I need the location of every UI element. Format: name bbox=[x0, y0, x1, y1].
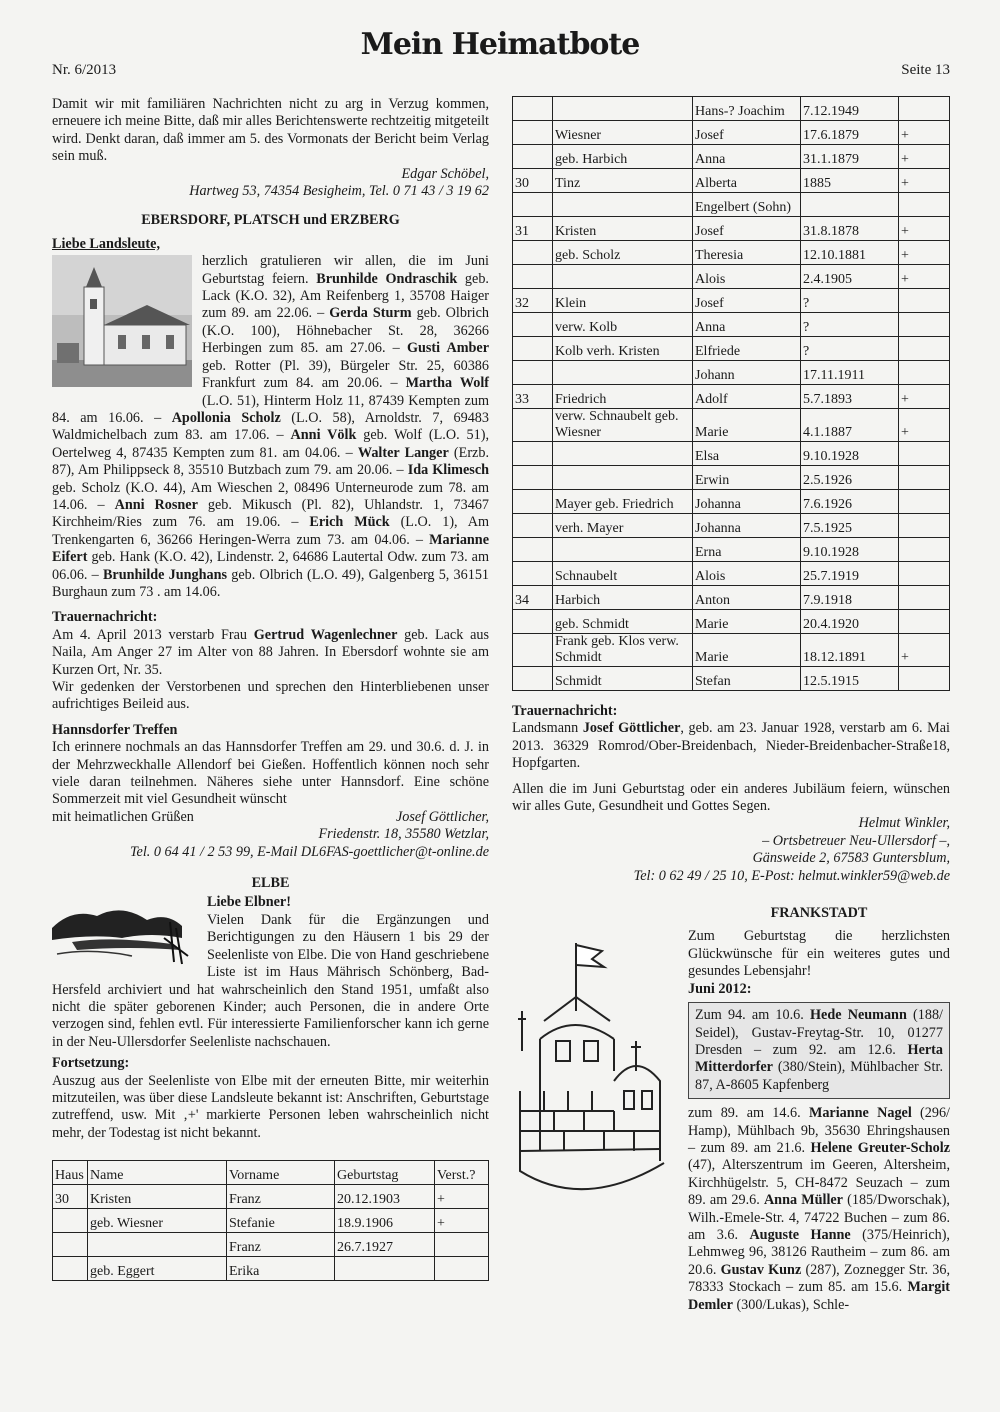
person-name: Gusti Amber bbox=[406, 340, 489, 357]
table-cell: + bbox=[899, 385, 950, 409]
table-row bbox=[513, 361, 950, 385]
table-cell: Josef bbox=[693, 289, 801, 313]
table-cell: 18.9.1906 bbox=[335, 1209, 435, 1233]
table-cell bbox=[899, 361, 950, 385]
table-cell: verw. Kolb bbox=[553, 313, 693, 337]
continuation-text: Auszug aus der Seelenliste von Elbe mit der erneuten Bitte, mir weiterhin mitzuteilen, was über diese Landsleute bekannt ist: Anschriften, Geburtstage zutreffend, usw. Mit ‚+' markierte Personen leben wahrscheinlich nicht mehr, der Todestag ist nicht bekannt. bbox=[52, 1072, 489, 1141]
table-cell bbox=[553, 466, 693, 490]
table-cell: Kristen bbox=[88, 1185, 227, 1209]
elbe-greeting: Liebe Elbner! bbox=[207, 894, 291, 911]
table-cell: 31 bbox=[513, 217, 553, 241]
frankstadt-birthday-list: zum 89. am 14.6. Marianne Nagel (296/ Hamp), Mühlbach 9b, 35630 Ehringshausen – zum 89. am 21.6. Helene Greuter-Scholz (47), Alterszentrum im Geeren, Altersheim, Kirchhügelstr. 5, CH-8472 Seuzach – zum 89. am 29.6. Anna Müller (185/Dworschak), Wilh.-Emele-Str. 4, 74722 Buchen – zum 86. am 3.6. Auguste Hanne (375/Heinrich), Lehmweg 96, 38126 Rautheim – zum 86. am 20.6. Gustav Kunz (287), Zoznegger Str. 36, 78333 Stockach – zum 85. am 15.6. Margit Demler (300/Lukas), Schle- bbox=[688, 1105, 950, 1313]
table-cell: Erwin bbox=[693, 466, 801, 490]
table-cell bbox=[899, 337, 950, 361]
greeting: Liebe Landsleute, bbox=[52, 235, 160, 252]
table-cell bbox=[801, 193, 899, 217]
highlight-box: Zum 94. am 10.6. Hede Neumann (188/ Seidel), Gustav-Freytag-Str. 10, 01277 Dresden – zum 92. am 12.6. Herta Mitterdorfer (380/Stein), Mühlbacher Str. 87, A-8605 Kapfenberg bbox=[688, 1002, 950, 1099]
table-row bbox=[513, 538, 950, 562]
landscape-drawing bbox=[52, 898, 197, 973]
table-row bbox=[513, 409, 950, 442]
winkler-signature-contact: Tel: 0 62 49 / 25 10, E-Post: helmut.winkler59@web.de bbox=[633, 867, 950, 884]
deceased-name: Gertrud Wagenlechner bbox=[253, 626, 398, 643]
section-title-frankstadt: FRANKSTADT bbox=[770, 905, 868, 922]
table-cell bbox=[513, 562, 553, 586]
table-cell: Franz bbox=[227, 1233, 335, 1257]
table-cell bbox=[513, 97, 553, 121]
hannsdorf-text: Ich erinnere nochmals an das Hannsdorfer Treffen am 29. und 30.6. d. J. in der Mehrzweckhalle Allendorf bei Gießen. Hoffentlich können noch sehr viele daran teilnehmen. Näheres siehe unter Hannsdorf. Eine schöne Sommerzeit mit viel Gesundheit wünscht bbox=[52, 739, 489, 808]
table-cell: 7.9.1918 bbox=[801, 586, 899, 610]
table-cell: Josef bbox=[693, 217, 801, 241]
table-row bbox=[513, 490, 950, 514]
table-cell: 2.5.1926 bbox=[801, 466, 899, 490]
page-number: Seite 13 bbox=[901, 62, 950, 78]
table-cell: Alois bbox=[693, 562, 801, 586]
table-cell: Kolb verh. Kristen bbox=[553, 337, 693, 361]
table-cell bbox=[435, 1257, 489, 1281]
hannsdorf-greeting-line: mit heimatlichen Grüßen Josef Göttlicher, bbox=[52, 808, 489, 825]
table-cell: Harbich bbox=[553, 586, 693, 610]
table-cell: 1885 bbox=[801, 169, 899, 193]
winkler-signature-role: – Ortsbetreuer Neu-Ullersdorf –, bbox=[762, 832, 950, 849]
winkler-signature-address: Gänsweide 2, 67583 Guntersblum, bbox=[752, 850, 950, 867]
table-cell: Elsa bbox=[693, 442, 801, 466]
table-cell: + bbox=[899, 169, 950, 193]
table-cell: 4.1.1887 bbox=[801, 409, 899, 442]
table-cell: Marie bbox=[693, 610, 801, 634]
table-cell: 25.7.1919 bbox=[801, 562, 899, 586]
table-cell: Frank geb. Klos verw. Schmidt bbox=[553, 634, 693, 667]
month-heading: Juni 2012: bbox=[688, 980, 752, 997]
table-row bbox=[513, 241, 950, 265]
hannsdorf-address: Friedenstr. 18, 35580 Wetzlar, bbox=[318, 826, 489, 843]
table-cell: Franz bbox=[227, 1185, 335, 1209]
table-cell: Anna bbox=[693, 313, 801, 337]
winkler-signature-name: Helmut Winkler, bbox=[858, 815, 950, 832]
person-name: Gustav Kunz bbox=[720, 1261, 802, 1278]
column-header: Verst.? bbox=[435, 1161, 489, 1185]
table-cell bbox=[899, 538, 950, 562]
table-row bbox=[53, 1185, 489, 1209]
table-row bbox=[513, 610, 950, 634]
right-column bbox=[512, 96, 950, 1314]
table-cell: Josef bbox=[693, 121, 801, 145]
table-cell: 20.12.1903 bbox=[335, 1185, 435, 1209]
elbe-text: Vielen Dank für die Ergänzungen und Berichtigungen zu den Häusern 1 bis 29 der Seelenliste von Elbe. Die von Hand geschriebene Liste ist im Haus Mährisch Schönberg, Bad-Hersfeld archiviert und hat wahrscheinlich den Stand 1951, umfaßt also nicht die später geborenen Kinder; auch Personen, die in andere Orte verzogen sind, fehlen evtl. Für interessierte Familienforscher kann ich gerne in der Neu-Ullersdorfer Seelenliste nachschauen. bbox=[52, 911, 489, 1050]
table-cell: Engelbert (Sohn) bbox=[693, 193, 801, 217]
table-row bbox=[513, 265, 950, 289]
table-cell: 31.8.1878 bbox=[801, 217, 899, 241]
table-row bbox=[513, 385, 950, 409]
person-name: Martha Wolf bbox=[405, 375, 490, 392]
table-cell bbox=[53, 1257, 88, 1281]
table-row bbox=[513, 634, 950, 667]
table-cell: 12.5.1915 bbox=[801, 667, 899, 691]
person-name: Anni Völk bbox=[290, 427, 357, 444]
continuation-heading: Fortsetzung: bbox=[52, 1055, 130, 1072]
table-cell: Erna bbox=[693, 538, 801, 562]
person-name: Apollonia Scholz bbox=[171, 409, 281, 426]
person-name: Margit Demler bbox=[688, 1279, 950, 1313]
table-cell: Elfriede bbox=[693, 337, 801, 361]
table-header-row bbox=[53, 1161, 489, 1185]
residents-table-continued bbox=[512, 96, 950, 691]
person-name: Brunhilde Ondraschik bbox=[316, 270, 458, 287]
table-row bbox=[513, 313, 950, 337]
obituary-heading: Trauernachricht: bbox=[52, 609, 158, 626]
table-row bbox=[513, 97, 950, 121]
table-cell: 30 bbox=[513, 169, 553, 193]
table-cell: + bbox=[899, 145, 950, 169]
issue-number: Nr. 6/2013 bbox=[52, 62, 117, 78]
table-row bbox=[513, 586, 950, 610]
table-cell: + bbox=[899, 409, 950, 442]
condolence-text: Wir gedenken der Verstorbenen und sprechen den Hinterbliebenen unser aufrichtiges Beileid aus. bbox=[52, 679, 489, 713]
table-cell: Tinz bbox=[553, 169, 693, 193]
birthday-list: herzlich gratulieren wir allen, die im Juni Geburtstag feiern. Brunhilde Ondraschik geb. Lack (K.O. 32), Am Reifenberg 1, 35708 Haiger zum 89. am 22.06. – Gerda Sturm geb. Olbrich (K.O. 100), Höhnebacher St. 28, 36266 Herbingen zum 85. am 27.06. – Gusti Amber geb. Rotter (Pl. 39), Bürgeler Str. 25, 60386 Frankfurt zum 84. am 20.06. – Martha Wolf (L.O. 51), Hinterm Holz 11, 87439 Kempten zum 84. am 16.06. – Apollonia Scholz (L.O. 58), Arnoldstr. 7, 69483 Waldmichelbach zum 83. am 17.06. – Anni Völk geb. Wolf (L.O. 51), Oertelweg 4, 87435 Kempten zum 81. am 04.06. – Walter Langer (Erzb. 87), Am Philippseck 8, 35510 Butzbach zum 79. am 20.06. – Ida Klimesch geb. Scholz (K.O. 44), Am Wieschen 2, 08496 Unterneurode zum 78. am 14.06. – Anni Rosner geb. Mikusch (Pl. 82), Uhlandstr. 1, 73467 Kirchheim/Ries zum 76. am 19.06. – Erich Mück (L.O. 1), Am Trenkengarten 6, 36266 Heringen-Werra zum 73. am 04.06. – Marianne Eifert geb. Hank (K.O. 42), Lindenstr. 2, 64686 Lautertal Odw. zum 73. am 06.06. – Brunhilde Junghans geb. Olbrich (L.O. 49), Galgenberg 5, 36151 Burghaun zum 73 . am 14.06. bbox=[52, 253, 490, 600]
table-cell bbox=[553, 538, 693, 562]
table-cell: Klein bbox=[553, 289, 693, 313]
table-cell: Hans-? Joachim bbox=[693, 97, 801, 121]
table-cell: 33 bbox=[513, 385, 553, 409]
table-cell: Johann bbox=[693, 361, 801, 385]
table-cell: 18.12.1891 bbox=[801, 634, 899, 667]
elbe-residents-table bbox=[52, 1160, 489, 1281]
table-cell bbox=[513, 145, 553, 169]
table-row bbox=[513, 562, 950, 586]
table-cell bbox=[553, 361, 693, 385]
table-cell: Adolf bbox=[693, 385, 801, 409]
table-row bbox=[53, 1233, 489, 1257]
table-cell bbox=[513, 241, 553, 265]
table-cell bbox=[513, 337, 553, 361]
table-cell bbox=[899, 610, 950, 634]
column-header: Geburtstag bbox=[335, 1161, 435, 1185]
table-cell: 9.10.1928 bbox=[801, 442, 899, 466]
table-cell: 17.11.1911 bbox=[801, 361, 899, 385]
table-cell: geb. Eggert bbox=[88, 1257, 227, 1281]
table-cell: ? bbox=[801, 289, 899, 313]
castle-drawing bbox=[514, 941, 674, 1206]
table-cell: 12.10.1881 bbox=[801, 241, 899, 265]
person-name: Marianne Nagel bbox=[808, 1105, 912, 1122]
table-cell bbox=[435, 1233, 489, 1257]
table-cell bbox=[513, 466, 553, 490]
table-cell bbox=[335, 1257, 435, 1281]
obituary-text: Am 4. April 2013 verstarb Frau Gertrud Wagenlechner geb. Lack aus Naila, Am Anger 27 im Alter von 88 Jahren. In Ebersdorf wohnte sie am Kurzen Ort, Nr. 35. bbox=[52, 626, 489, 678]
table-cell bbox=[513, 538, 553, 562]
table-cell: Erika bbox=[227, 1257, 335, 1281]
table-cell: + bbox=[899, 265, 950, 289]
table-cell: + bbox=[899, 634, 950, 667]
table-row bbox=[513, 217, 950, 241]
table-cell: 30 bbox=[53, 1185, 88, 1209]
table-cell bbox=[899, 514, 950, 538]
table-cell bbox=[899, 466, 950, 490]
table-cell: ? bbox=[801, 313, 899, 337]
table-cell bbox=[553, 442, 693, 466]
table-cell bbox=[513, 442, 553, 466]
table-cell: Theresia bbox=[693, 241, 801, 265]
deceased-name: Josef Göttlicher bbox=[582, 720, 681, 737]
section-title-elbe: ELBE bbox=[251, 875, 290, 892]
table-row bbox=[513, 193, 950, 217]
person-name: Brunhilde Junghans bbox=[102, 566, 228, 583]
table-cell: geb. Harbich bbox=[553, 145, 693, 169]
table-cell: Anna bbox=[693, 145, 801, 169]
frankstadt-intro: Zum Geburtstag die herzlichsten Glückwünsche für ein weiteres gutes und gesundes Lebensjahr! bbox=[688, 928, 950, 980]
left-column bbox=[52, 96, 489, 1281]
table-cell: 34 bbox=[513, 586, 553, 610]
person-name: Marianne Eifert bbox=[52, 531, 489, 566]
person-name: Helene Greuter-Scholz bbox=[810, 1139, 950, 1156]
table-cell bbox=[899, 667, 950, 691]
table-cell bbox=[53, 1233, 88, 1257]
intro-signature-name: Edgar Schöbel, bbox=[401, 165, 489, 182]
table-cell bbox=[899, 490, 950, 514]
table-cell bbox=[553, 193, 693, 217]
table-cell bbox=[513, 610, 553, 634]
table-cell bbox=[513, 313, 553, 337]
table-cell: 31.1.1879 bbox=[801, 145, 899, 169]
table-cell bbox=[899, 289, 950, 313]
table-cell: + bbox=[899, 241, 950, 265]
table-cell bbox=[88, 1233, 227, 1257]
table-cell: 7.5.1925 bbox=[801, 514, 899, 538]
person-name: Anni Rosner bbox=[114, 496, 198, 513]
table-cell: Marie bbox=[693, 409, 801, 442]
elbe-residents-table-body bbox=[53, 1161, 489, 1281]
table-cell bbox=[899, 586, 950, 610]
table-cell bbox=[513, 409, 553, 442]
table-cell bbox=[553, 265, 693, 289]
jubilee-text: Allen die im Juni Geburtstag oder ein anderes Jubiläum feiern, wünschen wir alles Gute, Gesundheit und Gottes Segen. bbox=[512, 780, 950, 815]
hannsdorf-contact: Tel. 0 64 41 / 2 53 99, E-Mail DL6FAS-goettlicher@t-online.de bbox=[129, 843, 489, 860]
table-cell: geb. Wiesner bbox=[88, 1209, 227, 1233]
table-cell bbox=[513, 121, 553, 145]
person-name: Erich Mück bbox=[309, 514, 390, 531]
table-cell bbox=[513, 193, 553, 217]
intro-paragraph: Damit wir mit familiären Nachrichten nicht zu arg in Verzug kommen, erneuere ich meine Bitte, daß mir alles Berichtenswerte rechtzeitig mitgeteilt wird. Denkt daran, daß immer am 5. des Vormonats der Bericht beim Verlag sein muß. bbox=[52, 96, 489, 165]
table-cell: Stefan bbox=[693, 667, 801, 691]
table-cell bbox=[513, 667, 553, 691]
table-cell: Wiesner bbox=[553, 121, 693, 145]
table-cell bbox=[899, 442, 950, 466]
masthead-title: Mein Heimatbote bbox=[360, 27, 640, 62]
person-name: Anna Müller bbox=[763, 1192, 843, 1209]
table-cell bbox=[899, 97, 950, 121]
table-cell: 7.6.1926 bbox=[801, 490, 899, 514]
column-header: Haus bbox=[53, 1161, 88, 1185]
hannsdorf-heading: Hannsdorfer Treffen bbox=[52, 721, 178, 738]
person-name: Walter Langer bbox=[357, 444, 449, 461]
table-cell: 32 bbox=[513, 289, 553, 313]
table-cell bbox=[513, 361, 553, 385]
table-cell: Alberta bbox=[693, 169, 801, 193]
table-row bbox=[513, 466, 950, 490]
table-cell: 26.7.1927 bbox=[335, 1233, 435, 1257]
table-row bbox=[513, 169, 950, 193]
table-cell bbox=[553, 97, 693, 121]
table-cell: Kristen bbox=[553, 217, 693, 241]
table-row bbox=[513, 145, 950, 169]
table-cell: Stefanie bbox=[227, 1209, 335, 1233]
person-name: Gerda Sturm bbox=[329, 305, 412, 322]
table-row bbox=[53, 1257, 489, 1281]
obituary-heading-right: Trauernachricht: bbox=[512, 703, 618, 719]
table-cell: Johanna bbox=[693, 490, 801, 514]
church-photo bbox=[52, 255, 192, 392]
table-cell: + bbox=[899, 121, 950, 145]
table-cell bbox=[899, 193, 950, 217]
table-cell: + bbox=[899, 217, 950, 241]
obituary-text-right: Landsmann Josef Göttlicher, geb. am 23. Januar 1928, verstarb am 6. Mai 2013. 36329 Romrod/Ober-Breidenbach, Nieder-Breidenbacher-Straße18, Hopfgarten. bbox=[512, 720, 950, 772]
residents-table-continued-body bbox=[513, 97, 950, 691]
table-cell: + bbox=[435, 1185, 489, 1209]
table-cell bbox=[513, 265, 553, 289]
table-cell bbox=[899, 313, 950, 337]
table-cell: Marie bbox=[693, 634, 801, 667]
table-cell: 7.12.1949 bbox=[801, 97, 899, 121]
person-name: Hede Neumann bbox=[810, 1007, 907, 1024]
table-cell: + bbox=[435, 1209, 489, 1233]
frankstadt-content bbox=[688, 905, 950, 1099]
table-cell: Schmidt bbox=[553, 667, 693, 691]
person-name: Ida Klimesch bbox=[407, 462, 490, 479]
table-row bbox=[513, 121, 950, 145]
table-row bbox=[53, 1209, 489, 1233]
table-cell: geb. Schmidt bbox=[553, 610, 693, 634]
table-row bbox=[513, 337, 950, 361]
table-cell: 9.10.1928 bbox=[801, 538, 899, 562]
table-cell: Friedrich bbox=[553, 385, 693, 409]
table-cell bbox=[513, 490, 553, 514]
intro-signature-address: Hartweg 53, 74354 Besigheim, Tel. 0 71 43 / 3 19 62 bbox=[189, 183, 489, 200]
table-row bbox=[513, 289, 950, 313]
table-cell: Alois bbox=[693, 265, 801, 289]
table-cell: 2.4.1905 bbox=[801, 265, 899, 289]
table-cell: geb. Scholz bbox=[553, 241, 693, 265]
person-name: Herta Mitterdorfer bbox=[695, 1041, 943, 1076]
table-cell: ? bbox=[801, 337, 899, 361]
table-cell: 5.7.1893 bbox=[801, 385, 899, 409]
person-name: Auguste Hanne bbox=[749, 1226, 851, 1243]
table-cell: Schnaubelt bbox=[553, 562, 693, 586]
table-cell: verh. Mayer bbox=[553, 514, 693, 538]
table-cell: Johanna bbox=[693, 514, 801, 538]
table-cell: Mayer geb. Friedrich bbox=[553, 490, 693, 514]
column-header: Vorname bbox=[227, 1161, 335, 1185]
table-row bbox=[513, 442, 950, 466]
table-cell bbox=[513, 634, 553, 667]
section-title-ebersdorf: EBERSDORF, PLATSCH und ERZBERG bbox=[141, 212, 400, 229]
column-header: Name bbox=[88, 1161, 227, 1185]
table-cell bbox=[513, 514, 553, 538]
table-cell: 17.6.1879 bbox=[801, 121, 899, 145]
table-cell bbox=[53, 1209, 88, 1233]
frankstadt-section bbox=[512, 905, 950, 1314]
table-cell bbox=[899, 562, 950, 586]
table-cell: Anton bbox=[693, 586, 801, 610]
table-row bbox=[513, 667, 950, 691]
table-cell: 20.4.1920 bbox=[801, 610, 899, 634]
table-cell: verw. Schnaubelt geb. Wiesner bbox=[553, 409, 693, 442]
table-row bbox=[513, 514, 950, 538]
